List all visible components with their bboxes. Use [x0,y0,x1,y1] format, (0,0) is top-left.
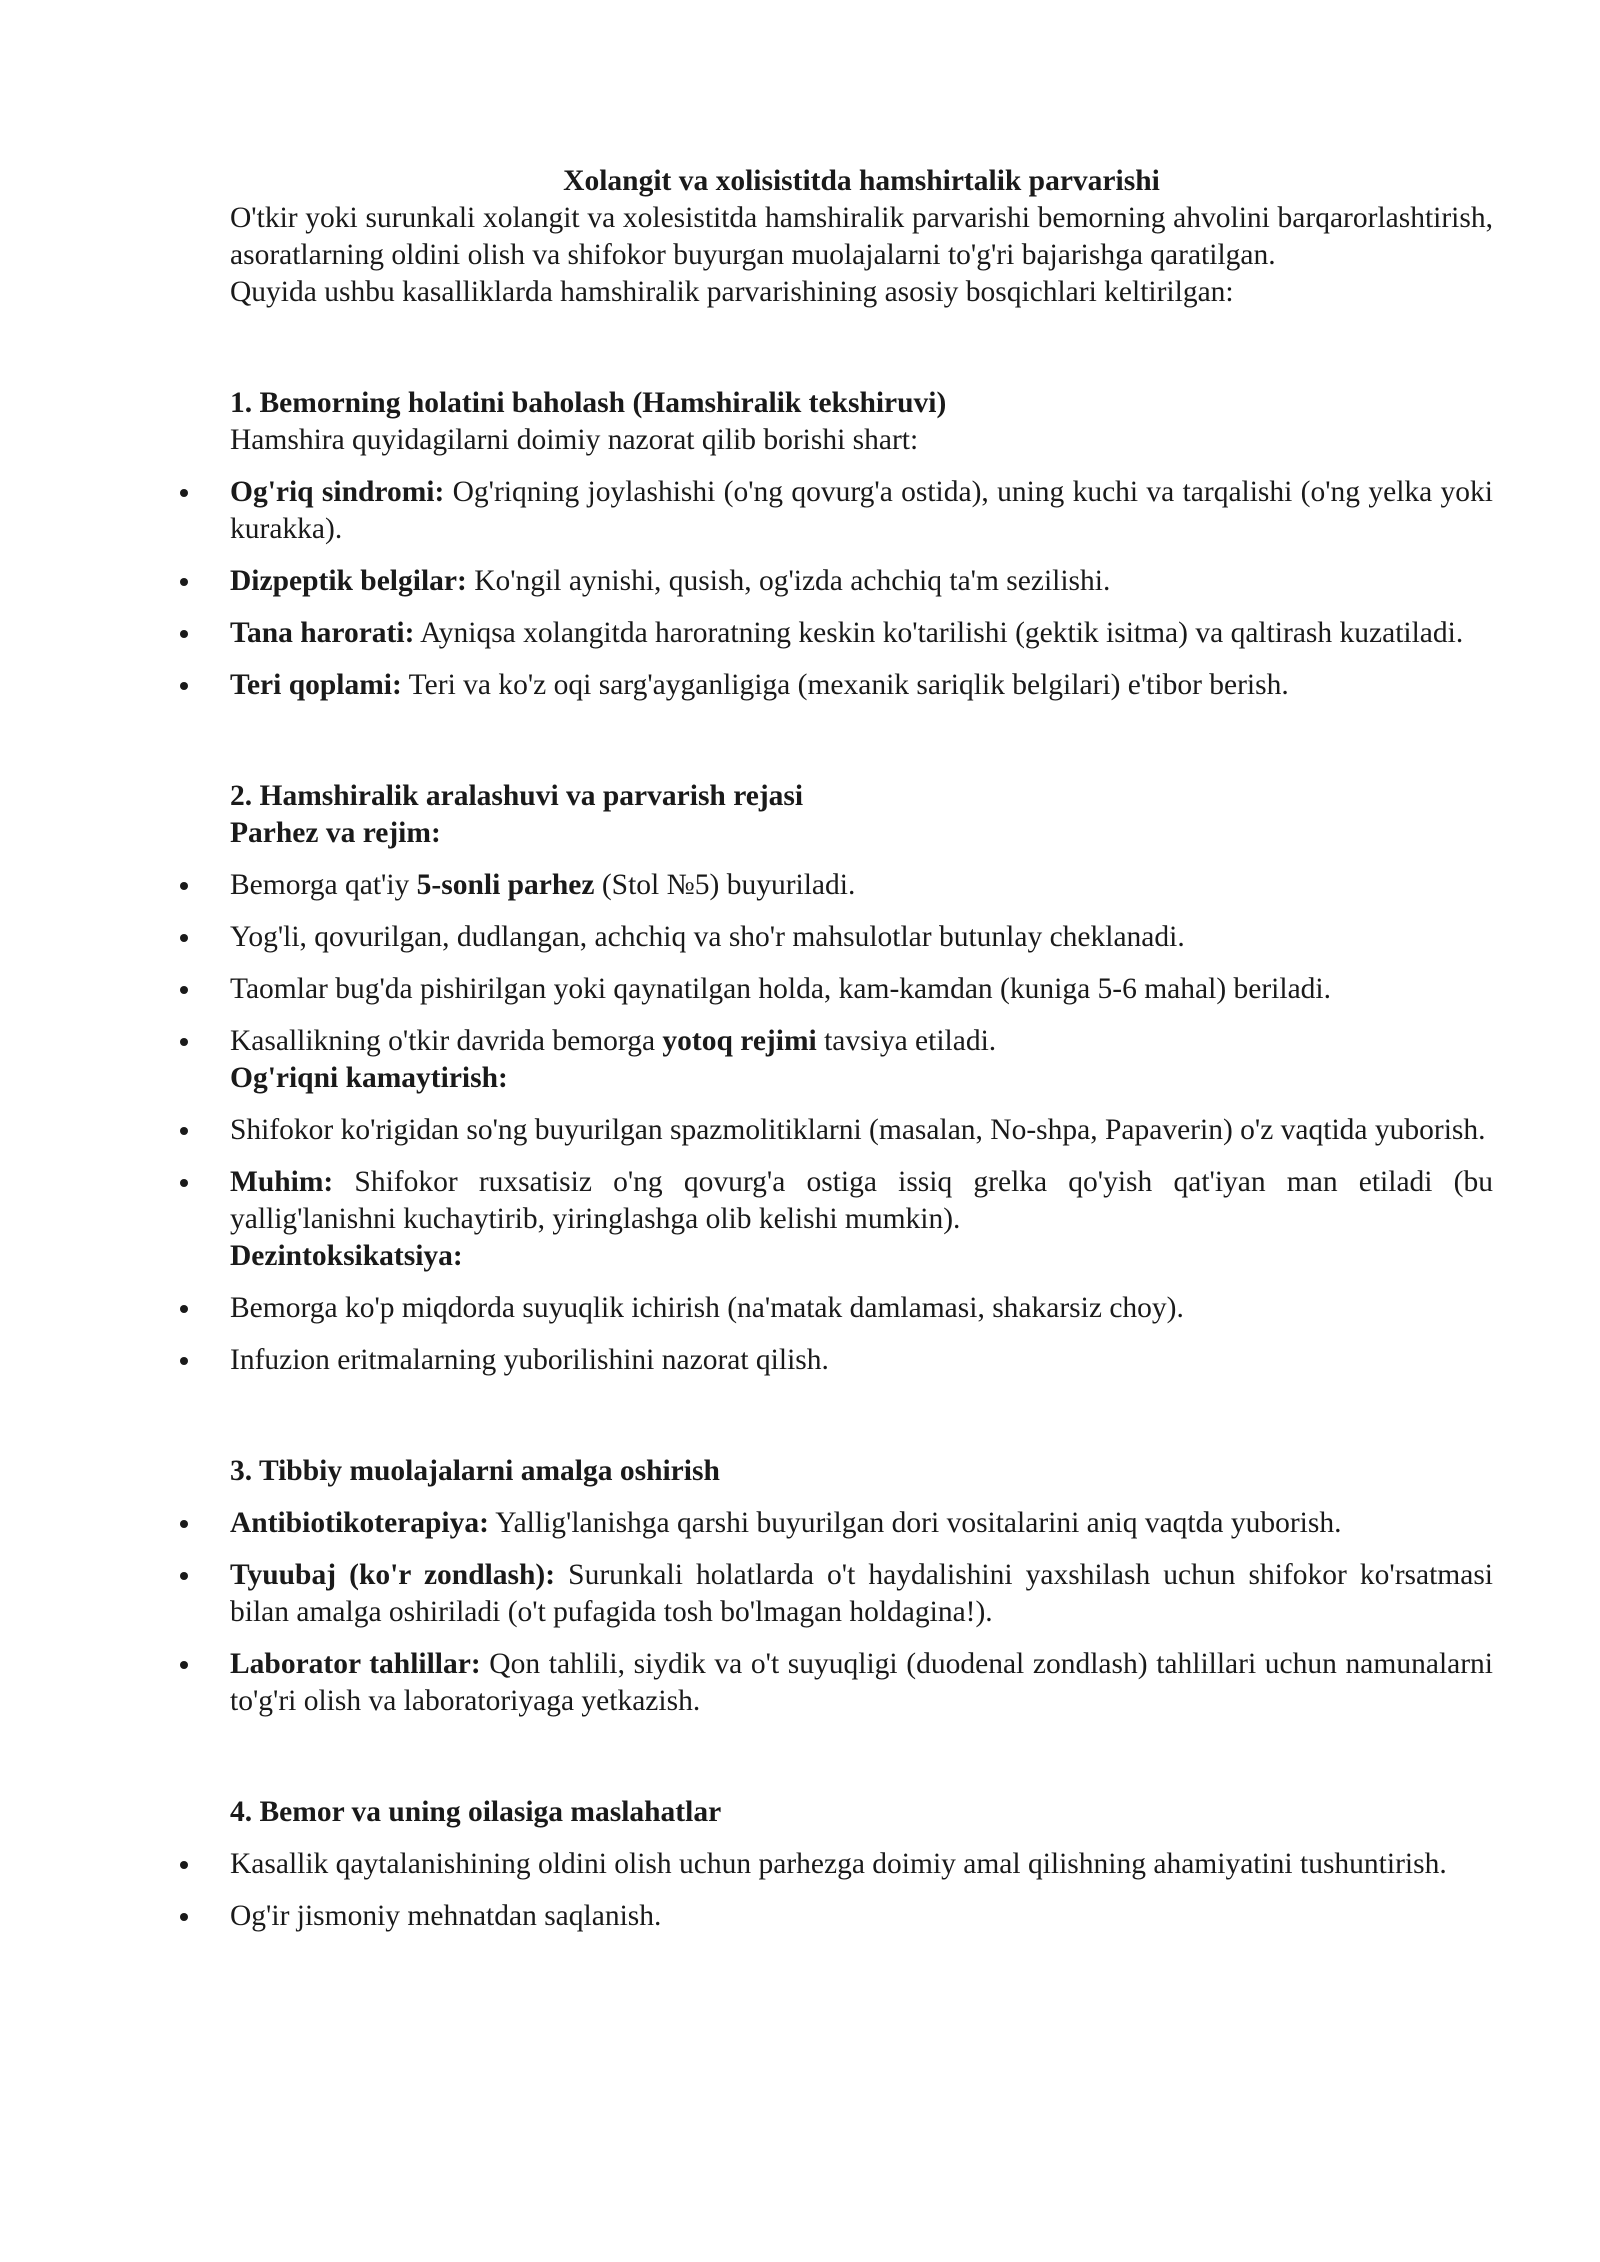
detox-heading: Dezintoksikatsiya: [230,1240,463,1272]
list-item: Bemorga ko'p miqdorda suyuqlik ichirish (na'matak damlamasi, shakarsiz choy). [230,1290,1493,1327]
item-text: Shifokor ruxsatisiz o'ng qovurg'a ostiga issiq grelka qo'yish qat'iyan man etiladi (bu yallig'lanishni kuchaytirib, yiringlashga olib kelishi mumkin). [230,1166,1493,1235]
item-label: Muhim: [230,1166,334,1198]
list-item: Infuzion eritmalarning yuborilishini nazorat qilish. [230,1342,1493,1379]
item-label: Og'riq sindromi: [230,476,445,508]
item-text: Yallig'lanishga qarshi buyurilgan dori vositalarini aniq vaqtda yuborish. [488,1507,1342,1539]
list-item [230,867,1493,904]
intro-paragraph: O'tkir yoki surunkali xolangit va xolesistitda hamshiralik parvarishi bemorning ahvolini barqarorlashtirish, asoratlarning oldini olish va shifokor buyurgan muolajalarni to'g'ri bajarishga qaratilgan. [230,202,1493,271]
section-1-heading: 1. Bemorning holatini baholash (Hamshiralik tekshiruvi) [230,387,947,419]
list-item [230,1023,1493,1060]
item-label: Tyuubaj (ko'r zondlash): [230,1559,556,1591]
section-2-heading: 2. Hamshiralik aralashuvi va parvarish rejasi [230,780,804,812]
document-page [230,163,1493,1935]
item-text: tavsiya etiladi. [816,1025,997,1057]
item-text: Kasallikning o'tkir davrida bemorga [230,1025,663,1057]
diet-list [230,867,1493,1060]
list-item [230,563,1493,600]
list-item: Yog'li, qovurilgan, dudlangan, achchiq va sho'r mahsulotlar butunlay cheklanadi. [230,919,1493,956]
pain-heading: Og'riqni kamaytirish: [230,1062,508,1094]
section-3-heading: 3. Tibbiy muolajalarni amalga oshirish [230,1455,720,1487]
detox-list [230,1290,1493,1379]
item-label: Tana harorati: [230,617,415,649]
item-label: Dizpeptik belgilar: [230,565,467,597]
intro-lead: Quyida ushbu kasalliklarda hamshiralik parvarishining asosiy bosqichlari keltirilgan: [230,276,1234,308]
list-item: Og'ir jismoniy mehnatdan saqlanish. [230,1898,1493,1935]
item-label: Teri qoplami: [230,669,402,701]
list-item [230,1505,1493,1542]
document-title: Xolangit va xolisistitda hamshirtalik parvarishi [563,165,1160,197]
item-emphasis: 5-sonli parhez [416,869,595,901]
item-text: Ko'ngil aynishi, qusish, og'izda achchiq ta'm sezilishi. [466,565,1111,597]
item-text: Qon tahlili, siydik va o't suyuqligi (duodenal zondlash) tahlillari uchun namunalarni to'g'ri olish va laboratoriyaga yetkazish. [230,1648,1493,1717]
section-4-heading: 4. Bemor va uning oilasiga maslahatlar [230,1796,722,1828]
item-label: Laborator tahlillar: [230,1648,481,1680]
list-item [230,667,1493,704]
diet-heading: Parhez va rejim: [230,817,441,849]
item-text: (Stol №5) buyuriladi. [594,869,856,901]
item-text: Ayniqsa xolangitda haroratning keskin ko'tarilishi (gektik isitma) va qaltirash kuzatiladi. [414,617,1464,649]
pain-list [230,1112,1493,1238]
list-item [230,1164,1493,1238]
section-1-lead: Hamshira quyidagilarni doimiy nazorat qilib borishi shart: [230,424,919,456]
item-emphasis: yotoq rejimi [662,1025,817,1057]
item-text: Og'riqning joylashishi (o'ng qovurg'a ostida), uning kuchi va tarqalishi (o'ng yelka yoki kurakka). [230,476,1494,545]
section-1-list [230,474,1493,704]
item-text: Surunkali holatlarda o't haydalishini yaxshilash uchun shifokor ko'rsatmasi bilan amalga oshiriladi (o't pufagida tosh bo'lmagan holdagina!). [230,1559,1494,1628]
item-text: Bemorga qat'iy [230,869,417,901]
section-3-list [230,1505,1493,1720]
list-item [230,615,1493,652]
list-item [230,1646,1493,1720]
list-item: Taomlar bug'da pishirilgan yoki qaynatilgan holda, kam-kamdan (kuniga 5-6 mahal) beriladi. [230,971,1493,1008]
list-item [230,474,1493,548]
section-4-list [230,1846,1493,1935]
list-item: Shifokor ko'rigidan so'ng buyurilgan spazmolitiklarni (masalan, No-shpa, Papaverin) o'z vaqtida yuborish. [230,1112,1493,1149]
list-item: Kasallik qaytalanishining oldini olish uchun parhezga doimiy amal qilishning ahamiyatini tushuntirish. [230,1846,1493,1883]
item-text: Teri va ko'z oqi sarg'ayganligiga (mexanik sariqlik belgilari) e'tibor berish. [401,669,1289,701]
item-label: Antibiotikoterapiya: [230,1507,489,1539]
list-item [230,1557,1493,1631]
